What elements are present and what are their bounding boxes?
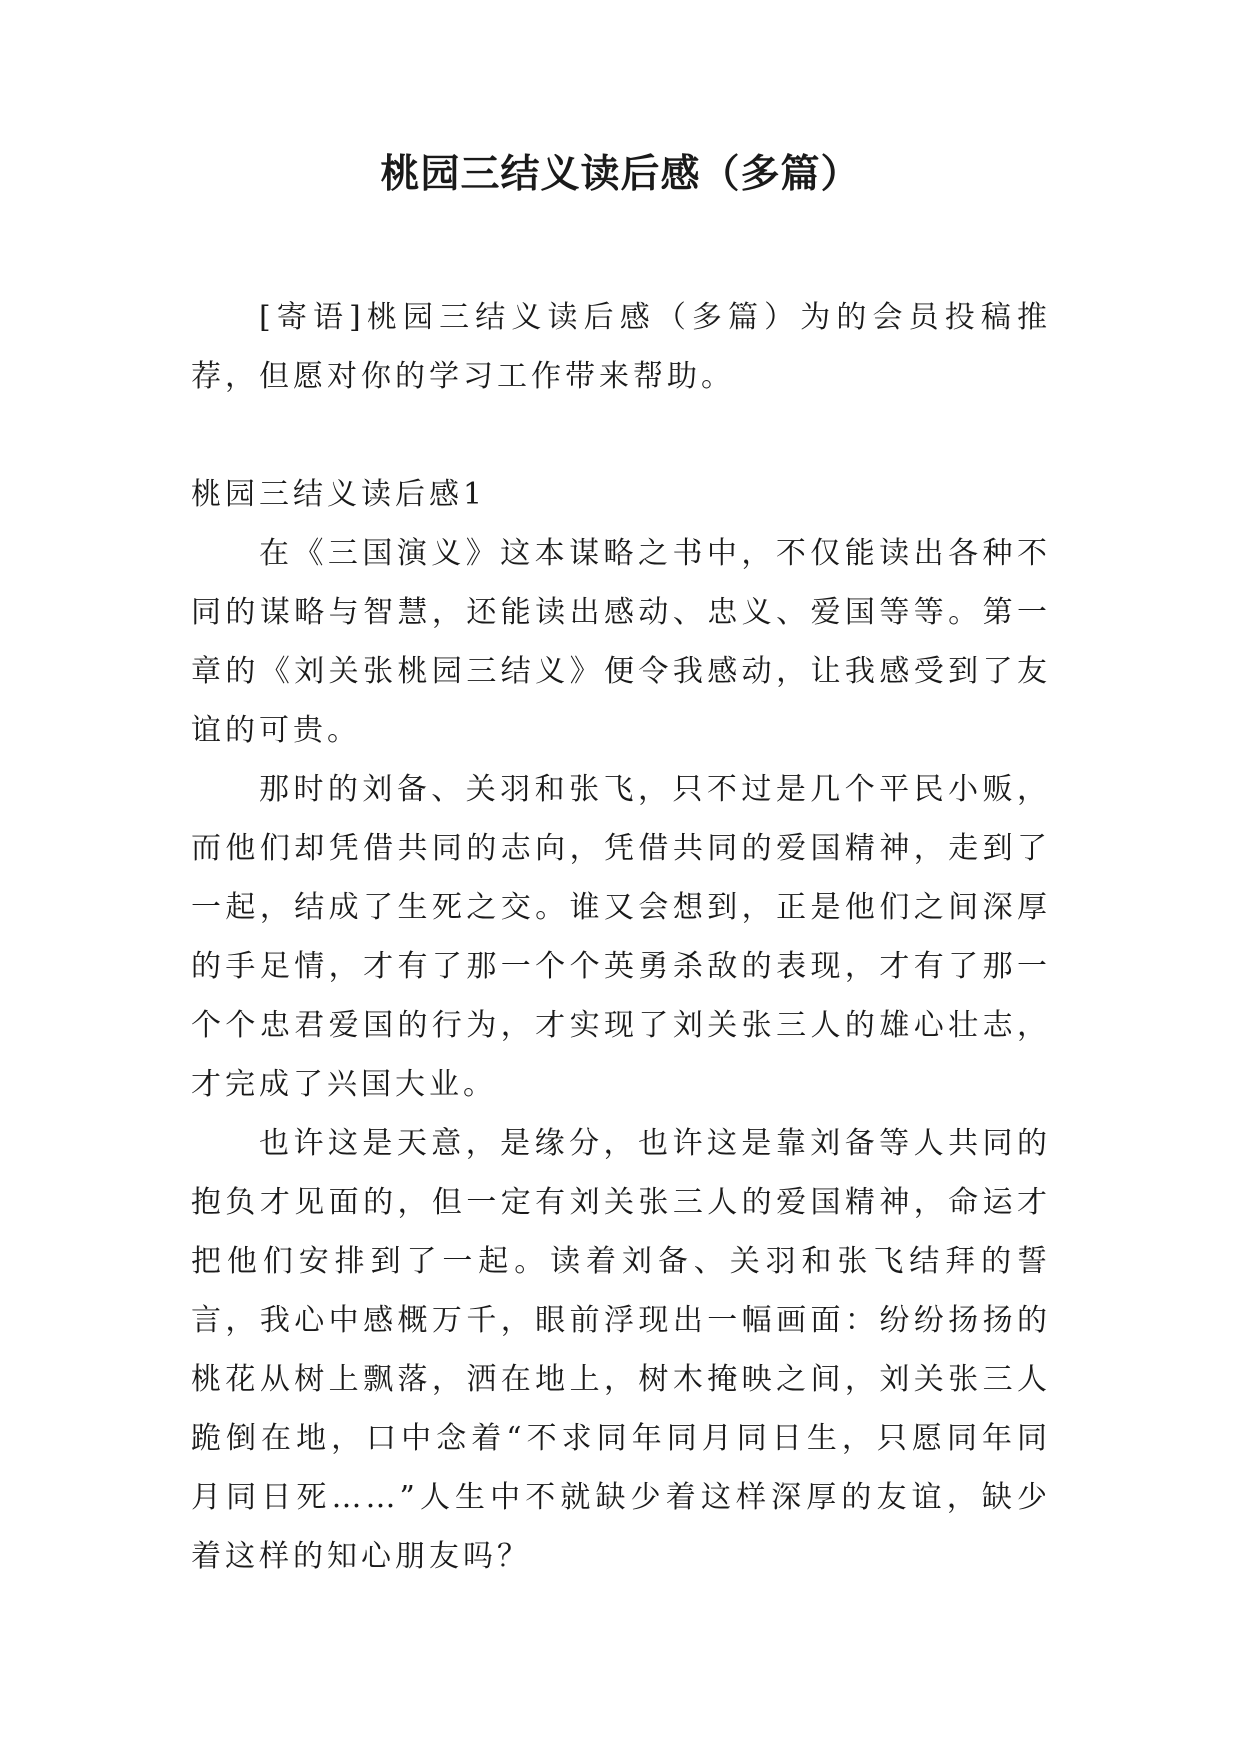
- body-paragraph-2: 那时的刘备、关羽和张飞，只不过是几个平民小贩，而他们却凭借共同的志向，凭借共同的爱国精神，走到了一起，结成了生死之交。谁又会想到，正是他们之间深厚的手足情，才有了那一个个英勇杀敌的表现，才有了那一个个忠君爱国的行为，才实现了刘关张三人的雄心壮志，才完成了兴国大业。: [191, 772, 1051, 1102]
- document-title: 桃园三结义读后感（多篇）: [380, 152, 861, 197]
- section-heading: 桃园三结义读后感1: [191, 477, 487, 512]
- essay-section: [191, 465, 1051, 1586]
- intro-block: [191, 288, 1051, 406]
- body-paragraph-3: 也许这是天意，是缘分，也许这是靠刘备等人共同的抱负才见面的，但一定有刘关张三人的爱国精神，命运才把他们安排到了一起。读着刘备、关羽和张飞结拜的誓言，我心中感概万千，眼前浮现出一幅画面：纷纷扬扬的桃花从树上飘落，洒在地上，树木掩映之间，刘关张三人跪倒在地，口中念着“不求同年同月同日生，只愿同年同月同日死……”人生中不就缺少着这样深厚的友谊，缺少着这样的知心朋友吗？: [191, 1126, 1051, 1574]
- intro-paragraph: [寄语]桃园三结义读后感（多篇）为的会员投稿推荐，但愿对你的学习工作带来帮助。: [191, 300, 1051, 394]
- body-paragraph-1: 在《三国演义》这本谋略之书中，不仅能读出各种不同的谋略与智慧，还能读出感动、忠义、爱国等等。第一章的《刘关张桃园三结义》便令我感动，让我感受到了友谊的可贵。: [191, 536, 1051, 748]
